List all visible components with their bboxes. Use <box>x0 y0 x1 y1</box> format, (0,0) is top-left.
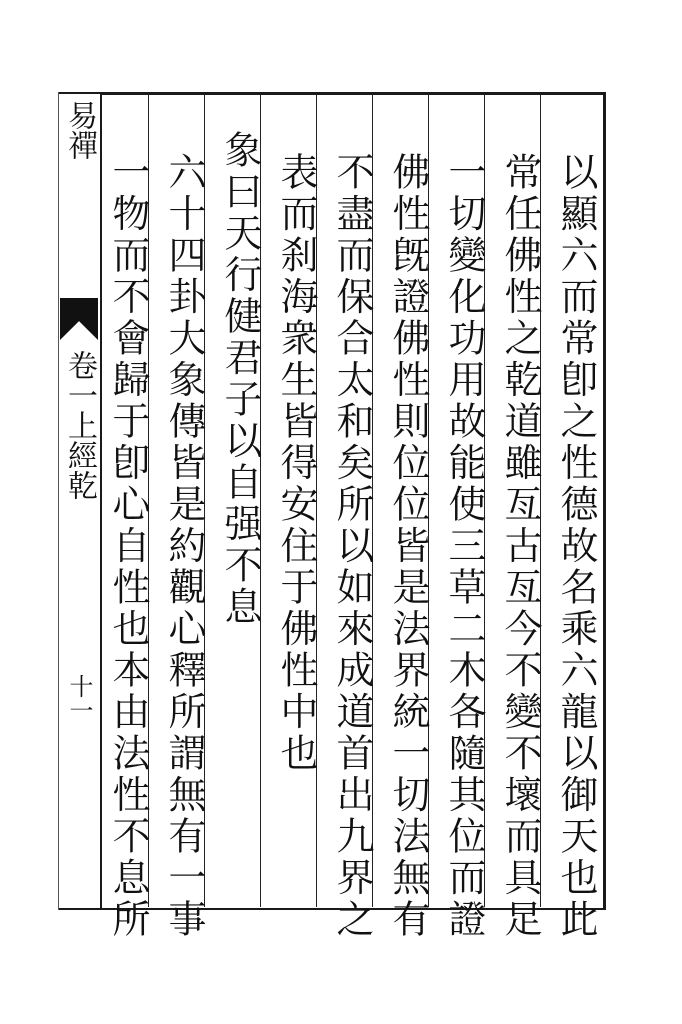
margin-title: 易禪 <box>62 100 97 160</box>
text-column-7: 象曰天行健君子以自强不息 <box>218 130 262 628</box>
margin-left-rule <box>58 92 59 910</box>
text-column-6: 表而刹海衆生皆得安住于佛性中也 <box>274 152 318 775</box>
text-column-4: 佛性旣證佛性則位位皆是法界統一切法無有 <box>386 152 430 941</box>
margin-volume: 卷一 <box>62 350 97 410</box>
margin-chapter-info <box>60 350 98 500</box>
text-column-1: 以顯六而常卽之性德故名乘六龍以御天也此 <box>554 152 598 941</box>
text-column-9: 一物而不會歸于卽心自性也本由法性不息所 <box>106 152 150 941</box>
text-column-5: 不盡而保合太和矣所以如來成道首出九界之 <box>330 152 374 941</box>
fish-tail-mark <box>60 298 98 340</box>
margin-chapter: 上經乾 <box>62 410 97 500</box>
text-column-2: 常任佛性之乾道雖亙古亙今不變不壞而具足 <box>498 152 542 941</box>
margin-bottom-rule <box>58 908 102 910</box>
margin-page-number: 十一 <box>65 674 93 722</box>
text-column-8: 六十四卦大象傳皆是約觀心釋所謂無有一事 <box>162 152 206 941</box>
text-column-3: 一切變化功用故能使三草二木各隨其位而證 <box>442 152 486 941</box>
margin-top-rule <box>58 92 102 94</box>
